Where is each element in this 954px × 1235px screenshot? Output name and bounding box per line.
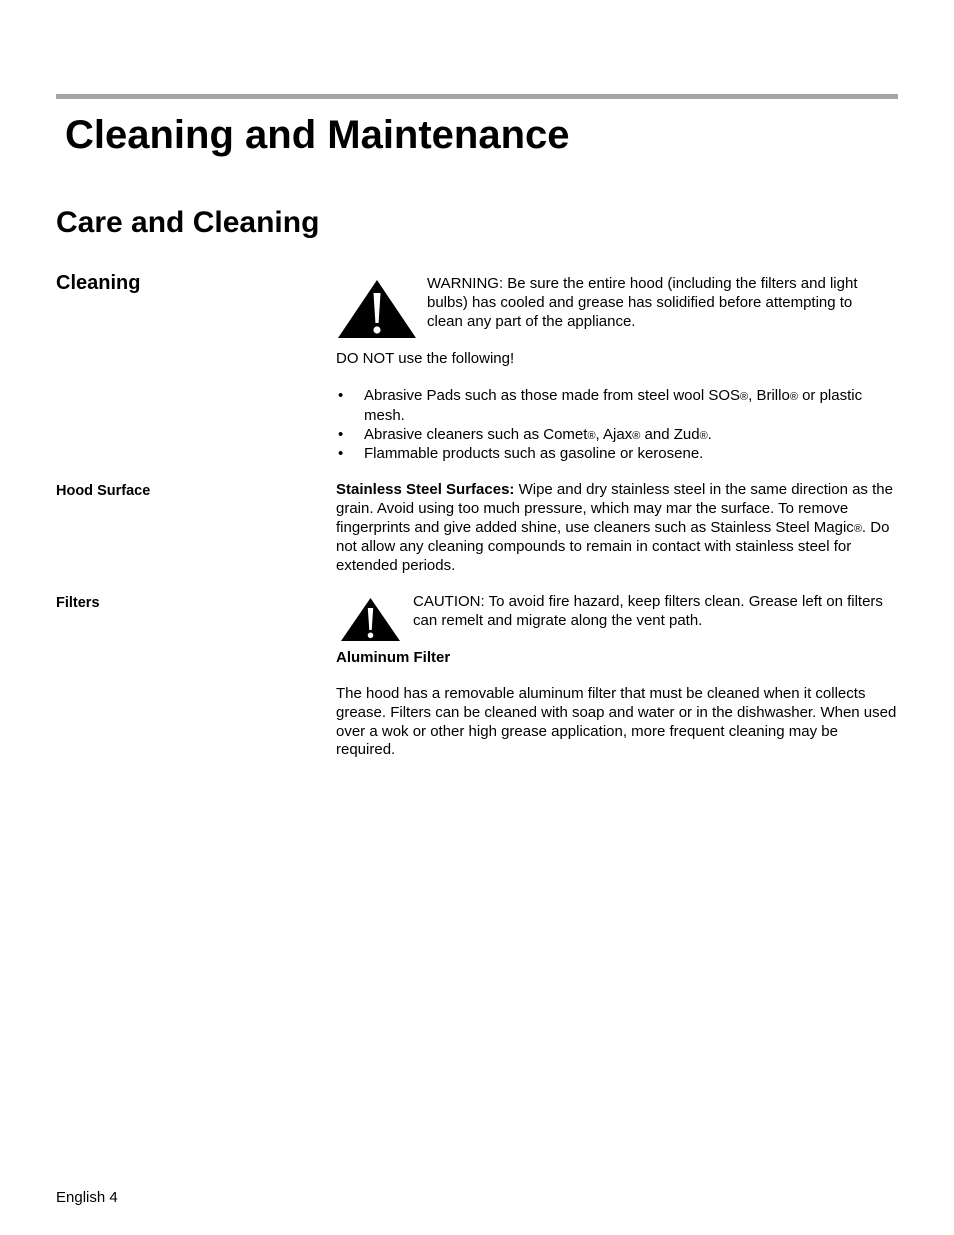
caution-text: CAUTION: To avoid fire hazard, keep filters clean. Grease left on filters can remelt and migrate along the vent path. — [413, 593, 883, 629]
bullet-dot: • — [338, 425, 344, 443]
warning-triangle-icon — [337, 279, 417, 339]
hood-surface-label: Hood Surface — [56, 483, 151, 499]
aluminum-filter-text: The hood has a removable aluminum filter that must be cleaned when it collects grease. Filters can be cleaned with soap and water or in the dishwasher. When used over a wok or other high grease application, more frequent cleaning may be required. — [336, 685, 897, 759]
warning-text: WARNING: Be sure the entire hood (including the filters and light bulbs) has cooled and grease has solidified before attempting to clean any part of the appliance. — [427, 275, 858, 330]
filters-label: Filters — [56, 595, 100, 611]
do-not-list — [336, 387, 898, 464]
list-item: • Abrasive Pads such as those made from steel wool SOS®, Brillo® or plastic mesh. — [338, 387, 863, 424]
chapter-title: Cleaning and Maintenance — [65, 113, 570, 157]
top-rule — [56, 94, 898, 99]
subsection-title: Cleaning — [56, 272, 141, 294]
aluminum-filter-heading: Aluminum Filter — [336, 649, 451, 666]
do-not-intro: DO NOT use the following! — [336, 350, 515, 367]
bullet-dot: • — [338, 387, 344, 404]
list-item: • Abrasive cleaners such as Comet®, Ajax® and Zud®. — [338, 425, 712, 443]
hood-surface-lead: Stainless Steel Surfaces: — [336, 481, 515, 498]
section-title: Care and Cleaning — [56, 206, 320, 239]
list-item: • Flammable products such as gasoline or kerosene. — [338, 445, 704, 463]
bullet-dot: • — [338, 445, 344, 463]
hood-surface-text: Stainless Steel Surfaces: Wipe and dry stainless steel in the same direction as the grain. Avoid using too much pressure, which may mar the surface. To remove fingerprints and give added shine, use cleaners such as Stainless Steel Magic®. Do not allow any cleaning compounds to remain in contact with stainless steel for extended periods. — [336, 481, 893, 575]
page-footer: English 4 — [56, 1189, 118, 1206]
caution-triangle-icon — [340, 597, 401, 642]
